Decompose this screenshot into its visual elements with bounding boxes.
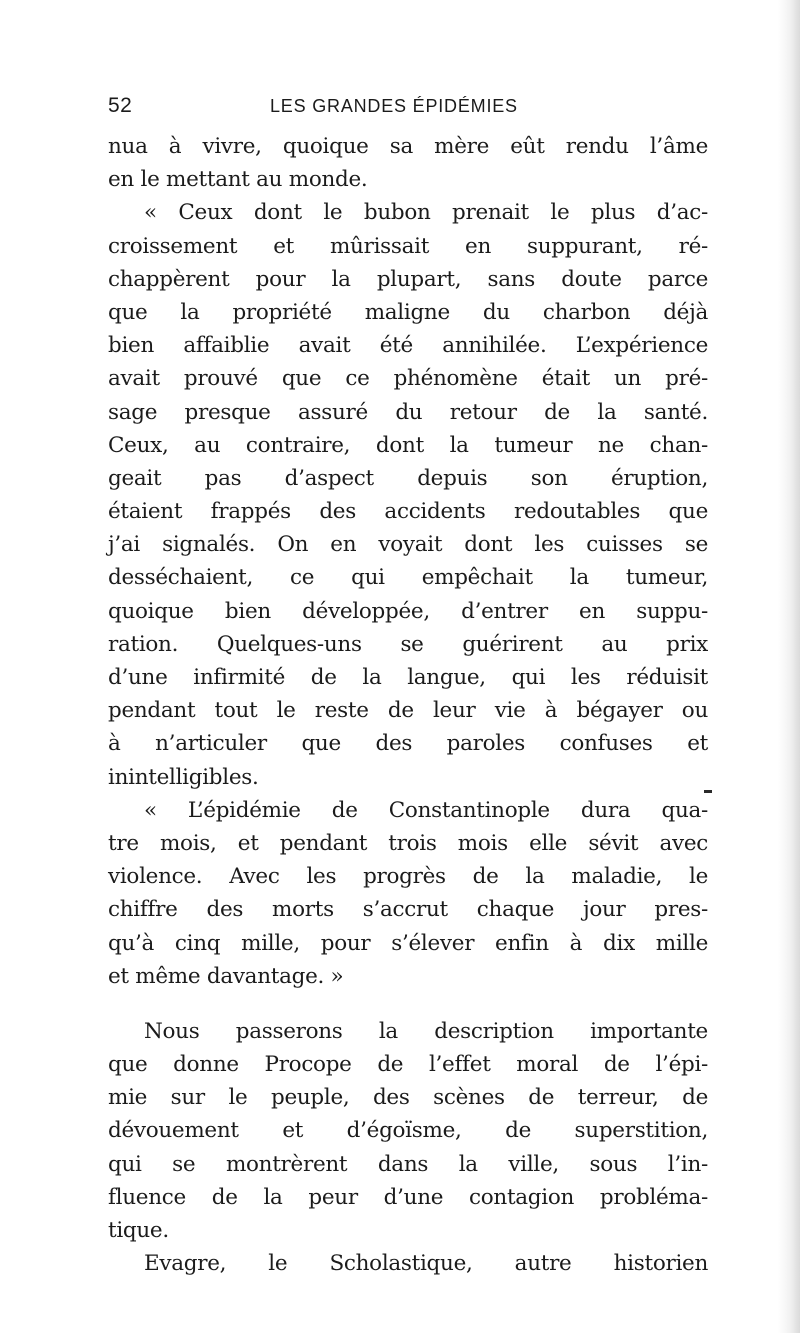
- text-line: que donne Procope de l’effet moral de l’épi-: [108, 1052, 708, 1078]
- text-line: mie sur le peuple, des scènes de terreur, de: [108, 1085, 708, 1111]
- text-line: j’ai signalés. On en voyait dont les cuisses se: [108, 532, 708, 558]
- text-line: nua à vivre, quoique sa mère eût rendu l’âme: [108, 134, 708, 159]
- text-line: pendant tout le reste de leur vie à bégayer ou: [108, 698, 708, 724]
- text-line: Nous passerons la description importante: [144, 1018, 708, 1044]
- page-edge-shadow: [778, 0, 800, 1333]
- page-number: 52: [108, 94, 133, 117]
- text-line: avait prouvé que ce phénomène était un pré-: [108, 366, 708, 392]
- text-line: quoique bien développée, d’entrer en suppu-: [108, 598, 708, 624]
- text-line: violence. Avec les progrès de la maladie, le: [108, 864, 708, 890]
- text-line: qui se montrèrent dans la ville, sous l’in-: [108, 1151, 708, 1177]
- text-line: desséchaient, ce qui empêchait la tumeur,: [108, 565, 708, 591]
- text-line: que la propriété maligne du charbon déjà: [108, 299, 708, 325]
- text-line: tre mois, et pendant trois mois elle sévit avec: [108, 830, 708, 856]
- text-line: croissement et mûrissait en suppurant, ré-: [108, 233, 708, 259]
- ink-mark: [704, 790, 712, 793]
- text-line: ration. Quelques-uns se guérirent au prix: [108, 631, 708, 657]
- text-line: chiffre des morts s’accrut chaque jour pres-: [108, 897, 708, 923]
- text-line: « L’épidémie de Constantinople dura qua-: [144, 797, 708, 823]
- text-line: sage presque assuré du retour de la santé.: [108, 399, 708, 425]
- text-line: Ceux, au contraire, dont la tumeur ne chan-: [108, 432, 708, 458]
- text-line: « Ceux dont le bubon prenait le plus d’ac-: [144, 200, 708, 226]
- text-line: et même davantage. »: [108, 963, 344, 989]
- text-line: en le mettant au monde.: [108, 167, 368, 193]
- text-line: chappèrent pour la plupart, sans doute parce: [108, 266, 708, 292]
- text-line: à n’articuler que des paroles confuses et: [108, 731, 708, 757]
- text-line: Evagre, le Scholastique, autre historien: [144, 1251, 708, 1277]
- paragraph-gap: [108, 993, 708, 1015]
- body-text: [108, 130, 708, 1280]
- text-line: qu’à cinq mille, pour s’élever enfin à dix mille: [108, 930, 708, 956]
- text-line: inintelligibles.: [108, 764, 259, 790]
- text-line: étaient frappés des accidents redoutables que: [108, 499, 708, 525]
- text-line: geait pas d’aspect depuis son éruption,: [108, 465, 708, 491]
- page-header: [108, 92, 708, 124]
- text-line: dévouement et d’égoïsme, de superstition,: [108, 1118, 708, 1144]
- text-line: fluence de la peur d’une contagion probléma-: [108, 1184, 708, 1210]
- running-title: LES GRANDES ÉPIDÉMIES: [270, 96, 518, 116]
- text-line: d’une infirmité de la langue, qui les réduisit: [108, 665, 708, 690]
- text-line: bien affaiblie avait été annihilée. L’expérience: [108, 333, 708, 359]
- text-line: tique.: [108, 1218, 169, 1243]
